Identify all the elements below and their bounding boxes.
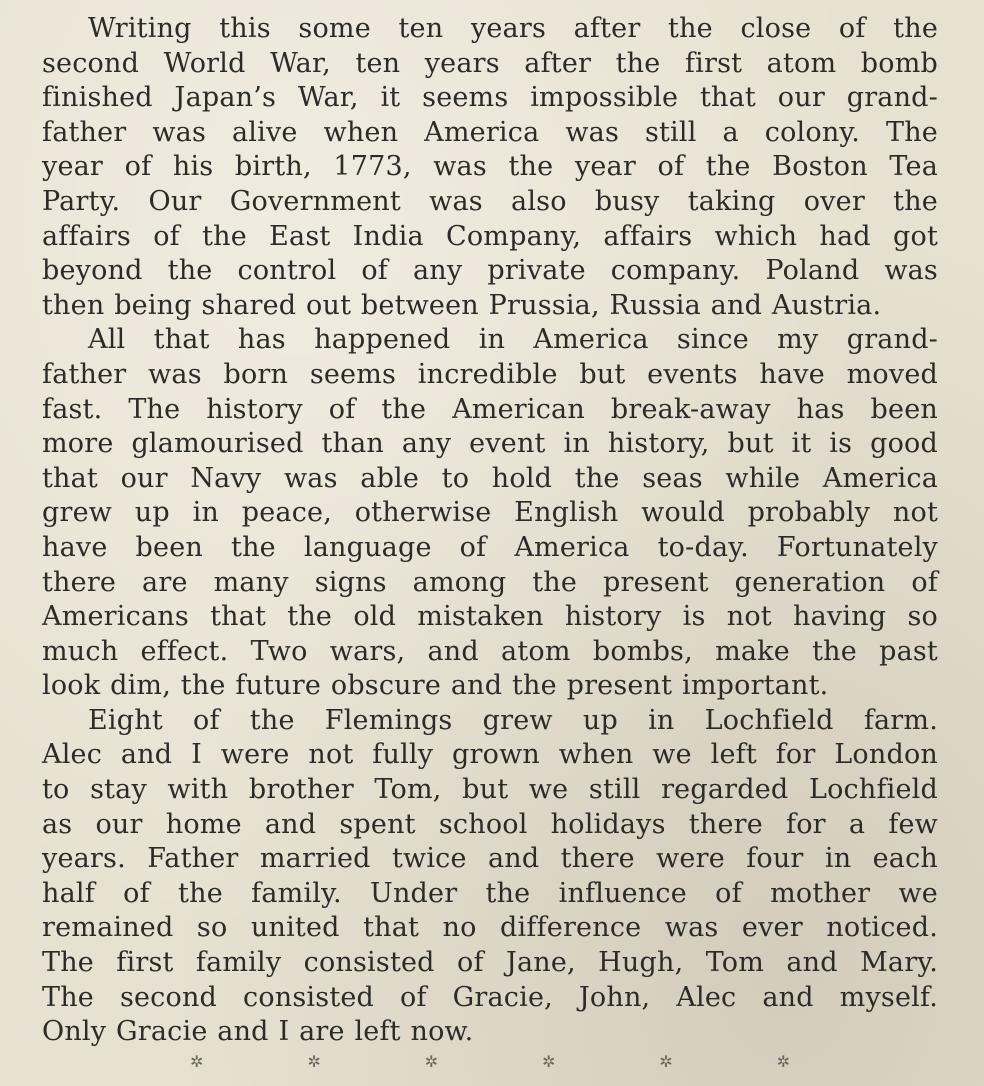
paragraph xyxy=(42,323,938,704)
asterisk-ornament-icon: ✲ xyxy=(307,1052,321,1071)
text-line: have been the language of America to-day. Fortunately xyxy=(42,531,938,563)
text-line: to stay with brother Tom, but we still regarded Lochfield xyxy=(42,774,938,806)
text-line: as our home and spent school holidays there for a few xyxy=(42,808,938,840)
paragraph xyxy=(42,704,938,1050)
asterisk-ornament-icon: ✲ xyxy=(541,1052,556,1071)
text-line: half of the family. Under the influence of mother we xyxy=(42,877,938,909)
text-line: more glamourised than any event in history, but it is good xyxy=(42,428,938,460)
text-line: that our Navy was able to hold the seas while America xyxy=(42,462,938,494)
asterisk-ornament-icon: ✲ xyxy=(190,1052,204,1071)
text-line: Party. Our Government was also busy taking over the xyxy=(42,185,938,217)
text-line: The second consisted of Gracie, John, Alec and myself. xyxy=(42,981,938,1013)
text-line: second World War, ten years after the first atom bomb xyxy=(42,47,938,79)
text-line: Alec and I were not fully grown when we left for London xyxy=(42,739,938,771)
text-line: fast. The history of the American break-away has been xyxy=(42,393,938,425)
asterisk-ornament-icon: ✲ xyxy=(659,1052,673,1071)
text-line: remained so united that no difference was ever noticed. xyxy=(42,912,938,944)
text-line: All that has happened in America since my grand- xyxy=(88,324,938,356)
asterisk-ornament-icon: ✲ xyxy=(424,1052,439,1071)
text-line: father was born seems incredible but events have moved xyxy=(42,358,938,390)
text-line: much effect. Two wars, and atom bombs, make the past xyxy=(42,635,938,667)
text-line: then being shared out between Prussia, Russia and Austria. xyxy=(42,289,882,321)
text-line: there are many signs among the present generation of xyxy=(42,566,938,598)
text-line: finished Japan’s War, it seems impossible that our grand- xyxy=(42,82,938,114)
article-body xyxy=(42,12,938,1050)
text-line: beyond the control of any private company. Poland was xyxy=(42,255,938,287)
text-line: Writing this some ten years after the close of the xyxy=(88,13,938,44)
text-line: years. Father married twice and there were four in each xyxy=(42,843,938,875)
text-line: father was alive when America was still a colony. The xyxy=(42,116,938,148)
text-line: grew up in peace, otherwise English would probably not xyxy=(42,497,938,529)
text-line: Americans that the old mistaken history is not having so xyxy=(42,601,938,633)
text-line: The first family consisted of Jane, Hugh, Tom and Mary. xyxy=(42,947,938,979)
paragraph xyxy=(42,12,938,323)
text-line: year of his birth, 1773, was the year of the Boston Tea xyxy=(42,151,938,183)
text-line: Only Gracie and I are left now. xyxy=(42,1016,474,1048)
asterisk-ornament-icon: ✲ xyxy=(776,1052,790,1071)
text-line: look dim, the future obscure and the present important. xyxy=(42,670,829,702)
text-line: Eight of the Flemings grew up in Lochfield farm. xyxy=(88,704,938,736)
ornament-row xyxy=(190,1052,790,1071)
text-line: affairs of the East India Company, affairs which had got xyxy=(42,220,938,252)
